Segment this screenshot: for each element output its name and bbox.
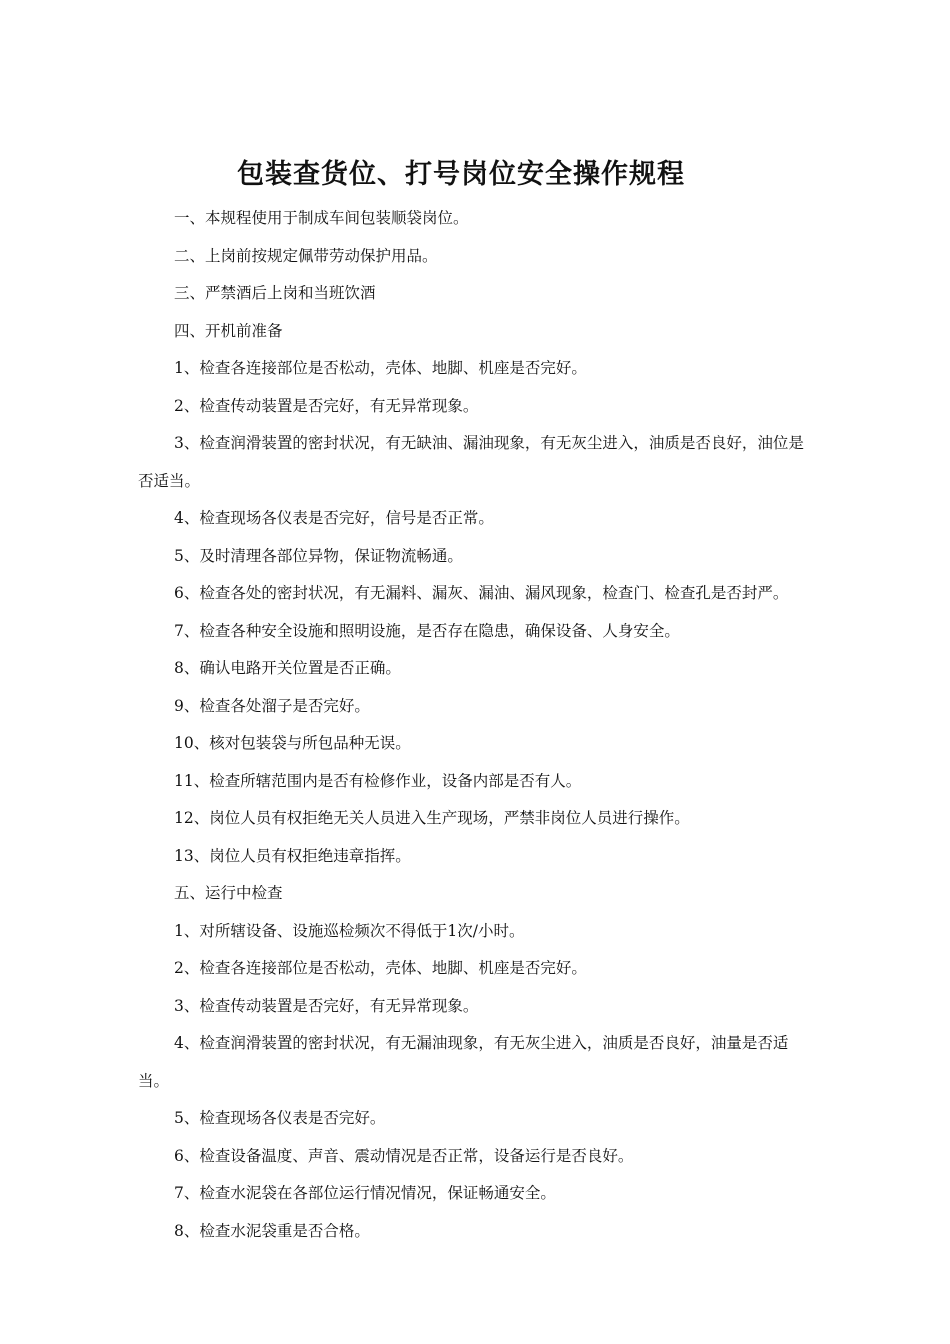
- paragraph-7: 3、检查润滑装置的密封状况，有无缺油、漏油现象，有无灰尘进入，油质是否良好，油位是否适当。: [138, 434, 804, 490]
- paragraph-20: 2、检查各连接部位是否松动，壳体、地脚、机座是否完好。: [174, 959, 587, 977]
- paragraph-5: 1、检查各连接部位是否松动，壳体、地脚、机座是否完好。: [174, 359, 587, 377]
- paragraph-25: 7、检查水泥袋在各部位运行情况情况，保证畅通安全。: [174, 1184, 556, 1202]
- paragraph-26: 8、检查水泥袋重是否合格。: [174, 1221, 370, 1240]
- paragraph-21: 3、检查传动装置是否完好，有无异常现象。: [174, 996, 479, 1015]
- paragraph-3: 三、严禁酒后上岗和当班饮酒: [174, 284, 376, 302]
- paragraph-13: 9、检查各处溜子是否完好。: [174, 696, 370, 715]
- document-body: [138, 200, 818, 1250]
- paragraph-22: 4、检查润滑装置的密封状况，有无漏油现象，有无灰尘进入，油质是否良好，油量是否适当。: [138, 1034, 789, 1090]
- paragraph-8: 4、检查现场各仪表是否完好，信号是否正常。: [174, 509, 494, 527]
- paragraph-24: 6、检查设备温度、声音、震动情况是否正常，设备运行是否良好。: [174, 1146, 634, 1165]
- paragraph-6: 2、检查传动装置是否完好，有无异常现象。: [174, 396, 479, 415]
- paragraph-2: 二、上岗前按规定佩带劳动保护用品。: [174, 246, 438, 265]
- paragraph-19: 1、对所辖设备、设施巡检频次不得低于1次/小时。: [174, 921, 525, 940]
- paragraph-10: 6、检查各处的密封状况，有无漏料、漏灰、漏油、漏风现象，检查门、检查孔是否封严。: [174, 584, 789, 602]
- paragraph-9: 5、及时清理各部位异物，保证物流畅通。: [174, 546, 463, 565]
- page-title: 包装查货位、打号岗位安全操作规程: [237, 159, 685, 190]
- paragraph-12: 8、确认电路开关位置是否正确。: [174, 659, 401, 677]
- section-heading-running: 五、运行中检查: [174, 884, 283, 902]
- paragraph-1: 一、本规程使用于制成车间包装顺袋岗位。: [174, 209, 469, 227]
- paragraph-17: 13、岗位人员有权拒绝违章指挥。: [174, 846, 411, 865]
- section-heading-prestart: 四、开机前准备: [174, 321, 283, 340]
- paragraph-14: 10、核对包装袋与所包品种无误。: [174, 734, 411, 752]
- paragraph-23: 5、检查现场各仪表是否完好。: [174, 1109, 386, 1127]
- paragraph-15: 11、检查所辖范围内是否有检修作业，设备内部是否有人。: [174, 771, 582, 790]
- paragraph-16: 12、岗位人员有权拒绝无关人员进入生产现场，严禁非岗位人员进行操作。: [174, 809, 690, 827]
- paragraph-11: 7、检查各种安全设施和照明设施，是否存在隐患，确保设备、人身安全。: [174, 621, 680, 640]
